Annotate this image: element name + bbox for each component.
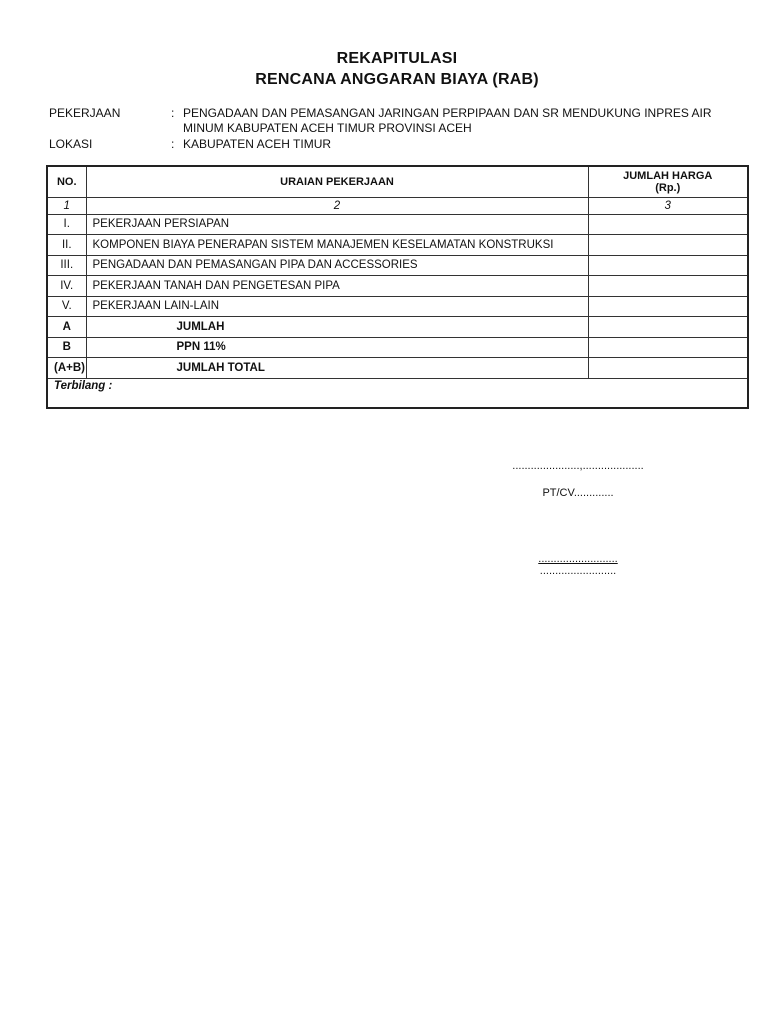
summary-no: B xyxy=(47,337,86,358)
summary-row-jumlah xyxy=(47,317,748,338)
summary-row-total xyxy=(47,358,748,379)
row-no: III. xyxy=(47,255,86,276)
signature-company: PT/CV............. xyxy=(542,487,614,499)
row-harga xyxy=(588,296,748,317)
document-title: REKAPITULASI xyxy=(336,50,458,67)
summary-label: PPN 11% xyxy=(86,337,588,358)
document-subtitle: RENCANA ANGGARAN BIAYA (RAB) xyxy=(255,71,539,88)
index-cell: 1 xyxy=(47,197,86,214)
lokasi-value: KABUPATEN ACEH TIMUR xyxy=(183,137,332,151)
index-cell: 3 xyxy=(588,197,748,214)
summary-no: (A+B) xyxy=(47,358,86,379)
pekerjaan-colon: : xyxy=(171,106,175,120)
row-harga xyxy=(588,214,748,235)
row-harga xyxy=(588,235,748,256)
header-harga xyxy=(588,166,748,197)
row-harga xyxy=(588,255,748,276)
table-row xyxy=(47,255,748,276)
summary-no: A xyxy=(47,317,86,338)
signature-position: ......................... xyxy=(539,565,617,577)
table-row xyxy=(47,214,748,235)
table-row xyxy=(47,235,748,256)
table-row xyxy=(47,276,748,297)
row-no: V. xyxy=(47,296,86,317)
row-no: II. xyxy=(47,235,86,256)
pekerjaan-label: PEKERJAAN xyxy=(49,106,121,120)
terbilang-row xyxy=(47,378,748,408)
lokasi-label: LOKASI xyxy=(49,137,93,151)
pekerjaan-value: PENGADAAN DAN PEMASANGAN JARINGAN PERPIPAAN DAN SR MENDUKUNG INPRES AIR MINUM KABUPATEN ACEH TIMUR PROVINSI ACEH xyxy=(183,106,712,135)
row-uraian: PEKERJAAN LAIN-LAIN xyxy=(86,296,588,317)
summary-harga xyxy=(588,358,748,379)
row-uraian: PENGADAAN DAN PEMASANGAN PIPA DAN ACCESSORIES xyxy=(86,255,588,276)
header-uraian: URAIAN PEKERJAAN xyxy=(86,166,588,197)
row-no: I. xyxy=(47,214,86,235)
row-uraian: PEKERJAAN TANAH DAN PENGETESAN PIPA xyxy=(86,276,588,297)
summary-label: JUMLAH xyxy=(86,317,588,338)
header-harga-line1: JUMLAH HARGA xyxy=(623,169,713,182)
table-row xyxy=(47,296,748,317)
signature-place-date: ......................,.................... xyxy=(512,460,644,472)
signature-name: .......................... xyxy=(538,553,618,565)
row-harga xyxy=(588,276,748,297)
lokasi-colon: : xyxy=(171,137,175,151)
summary-row-ppn xyxy=(47,337,748,358)
summary-harga xyxy=(588,337,748,358)
header-harga-line2: (Rp.) xyxy=(655,181,681,194)
index-cell: 2 xyxy=(86,197,588,214)
header-no: NO. xyxy=(47,166,86,197)
terbilang-label: Terbilang : xyxy=(47,378,748,408)
summary-harga xyxy=(588,317,748,338)
table-header-row xyxy=(47,166,748,197)
summary-label: JUMLAH TOTAL xyxy=(86,358,588,379)
row-no: IV. xyxy=(47,276,86,297)
rab-table xyxy=(46,165,749,409)
table-index-row xyxy=(47,197,748,214)
row-uraian: KOMPONEN BIAYA PENERAPAN SISTEM MANAJEMEN KESELAMATAN KONSTRUKSI xyxy=(86,235,588,256)
row-uraian: PEKERJAAN PERSIAPAN xyxy=(86,214,588,235)
